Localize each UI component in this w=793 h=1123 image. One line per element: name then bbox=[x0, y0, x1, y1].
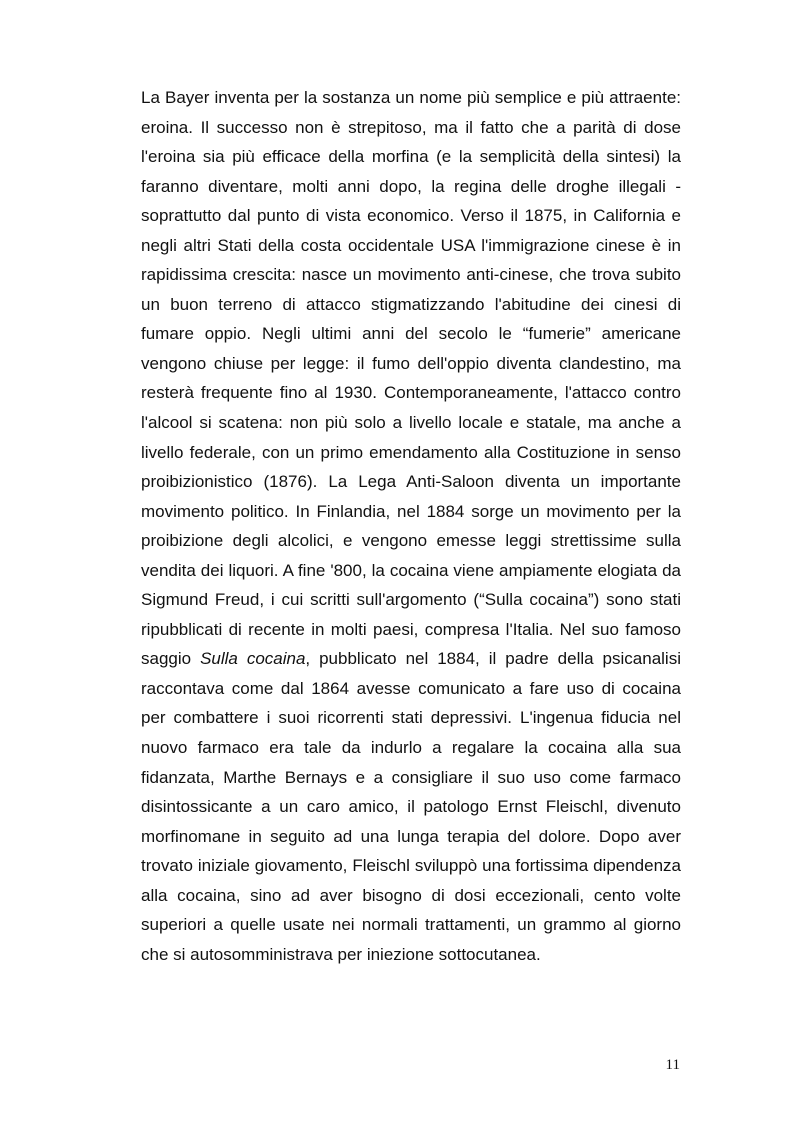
page-number: 11 bbox=[665, 1057, 680, 1073]
body-paragraph bbox=[141, 83, 681, 969]
paragraph-text-after-title: , pubblicato nel 1884, il padre della psicanalisi raccontava come dal 1864 avesse comunicato a fare uso di cocaina per combattere i suoi ricorrenti stati depressivi. L'ingenua fiducia nel nuovo farmaco era tale da indurlo a regalare la cocaina alla sua fidanzata, Marthe Bernays e a consigliare il suo uso come farmaco disintossicante a un caro amico, il patologo Ernst Fleischl, divenuto morfinomane in seguito ad una lunga terapia del dolore. Dopo aver trovato iniziale giovamento, Fleischl sviluppò una fortissima dipendenza alla cocaina, sino ad aver bisogno di dosi eccezionali, cento volte superiori a quelle usate nei normali trattamenti, un grammo al giorno che si autosomministrava per iniezione sottocutanea. bbox=[141, 649, 681, 964]
paragraph-text-before-title: La Bayer inventa per la sostanza un nome più semplice e più attraente: eroina. Il successo non è strepitoso, ma il fatto che a parità di dose l'eroina sia più efficace della morfina (e la semplicità della sintesi) la faranno diventare, molti anni dopo, la regina delle droghe illegali - soprattutto dal punto di vista economico. Verso il 1875, in California e negli altri Stati della costa occidentale USA l'immigrazione cinese è in rapidissima crescita: nasce un movimento anti-cinese, che trova subito un buon terreno di attacco stigmatizzando l'abitudine dei cinesi di fumare oppio. Negli ultimi anni del secolo le “fumerie” americane vengono chiuse per legge: il fumo dell'oppio diventa clandestino, ma resterà frequente fino al 1930. Contemporaneamente, l'attacco contro l'alcool si scatena: non più solo a livello locale e statale, ma anche a livello federale, con un primo emendamento alla Costituzione in senso proibizionistico (1876). La Lega Anti-Saloon diventa un importante movimento politico. In Finlandia, nel 1884 sorge un movimento per la proibizione degli alcolici, e vengono emesse leggi strettissime sulla vendita dei liquori. A fine '800, la cocaina viene ampiamente elogiata da Sigmund Freud, i cui scritti sull'argomento (“Sulla cocaina”) sono stati ripubblicati di recente in molti paesi, compresa l'Italia. Nel suo famoso saggio bbox=[141, 88, 681, 669]
book-title-italic: Sulla cocaina bbox=[200, 649, 306, 669]
